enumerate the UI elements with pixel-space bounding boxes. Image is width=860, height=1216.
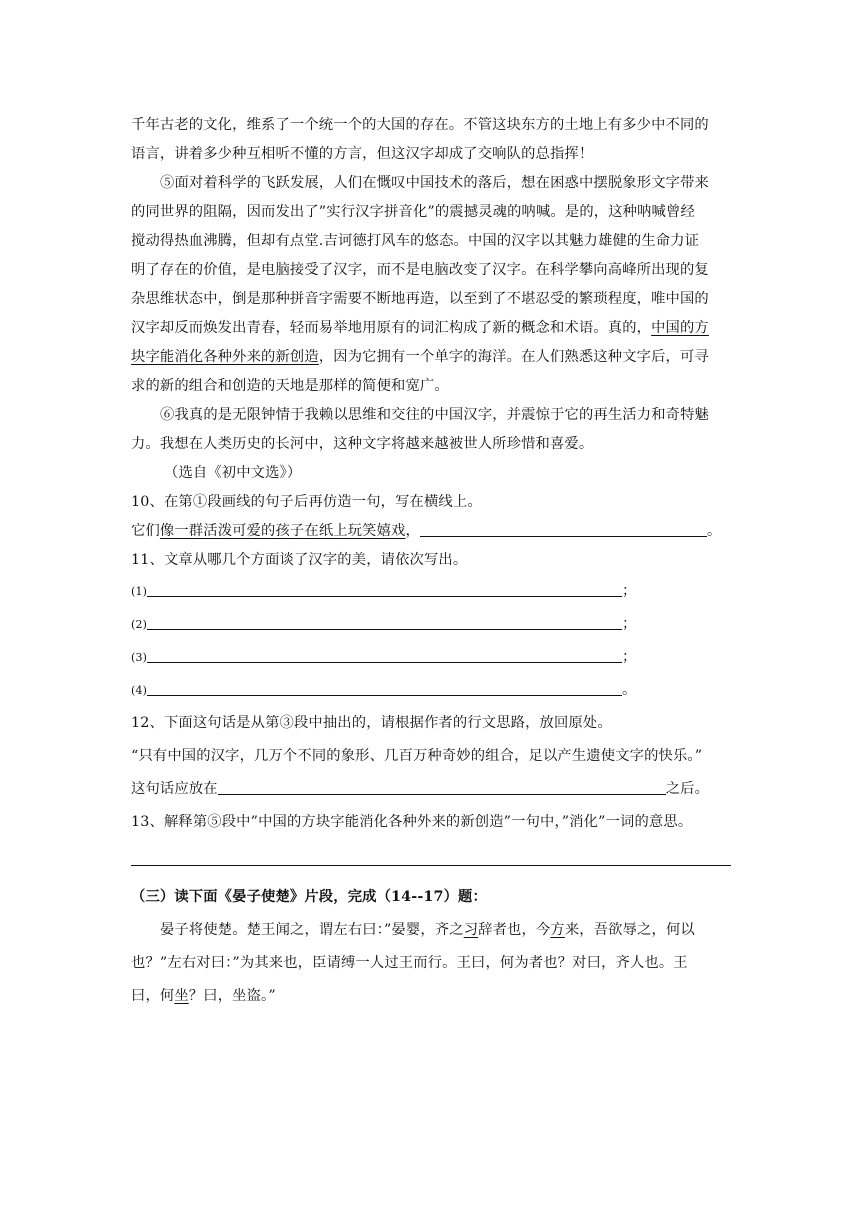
text-line: 明了存在的价值，是电脑接受了汉字，而不是电脑改变了汉字。在科学攀向高峰所出现的复 [131,262,709,278]
text-line: 的同世界的阻隔，因而发出了”实行汉字拼音化”的震撼灵魂的呐喊。是的，这种呐喊曾经 [131,204,695,220]
text-line [131,343,731,372]
text-span: ， [405,523,420,539]
text-span: 。 [622,682,637,698]
text-span: ； [622,616,637,632]
text-line: 力。我想在人类历史的长河中，这种文字将越来越被世人所珍惜和喜爱。 [131,436,594,452]
answer-line [131,641,731,674]
underlined-word: 习 [463,922,479,938]
text-line: 求的新的组合和创造的天地是那样的简便和宽广。 [131,378,449,394]
text-line: 杂思维状态中，倒是那种拼音字需要不断地再造，以至到了不堪忍受的繁琐程度，唯中国的 [131,291,709,307]
answer-blank[interactable] [218,779,666,795]
text-line: 千年古老的文化，维系了一个统一个的大国的存在。不管这块东方的土地上有多少中不同的 [131,117,709,133]
text-line: ⑥我真的是无限钟情于我赖以思维和交往的中国汉字，并震惊于它的再生活力和奇特魅 [160,407,709,423]
answer-line [131,608,731,641]
answer-line [131,674,731,707]
text-line: ⑤面对着科学的飞跃发展，人们在慨叹中国技术的落后，想在困惑中摆脱象形文字带来 [160,175,709,191]
item-number: (3) [131,651,148,664]
question-text: 10、在第①段画线的句子后再仿造一句，写在横线上。 [131,494,482,510]
question-text: 13、解释第⑤段中”中国的方块字能消化各种外来的新创造”一句中，”消化”一词的意思。 [131,814,693,830]
question-10 [131,488,731,546]
question-text: 11、文章从哪几个方面谈了汉字的美，请依次写出。 [131,552,468,568]
text-span: ，因为它拥有一个单字的海洋。在人们熟悉这种文字后，可寻 [318,349,709,365]
text-span: ？曰，坐盗。” [188,988,276,1004]
section-3 [131,881,731,1013]
text-span: 曰，何 [131,988,175,1004]
text-line [131,314,731,343]
paragraph-6 [131,401,731,459]
text-line: 搅动得热血沸腾，但却有点堂.吉诃德打风车的悠态。中国的汉字以其魅力雄健的生命力证 [131,233,700,249]
text-span: ； [622,649,637,665]
document-body [131,111,731,1013]
answer-blank[interactable] [147,680,622,696]
quoted-sentence: “只有中国的汉字，几万个不同的象形、几百万种奇妙的组合，足以产生遗使文字的快乐。” [131,748,703,764]
underlined-word: 坐 [174,988,189,1004]
text-line [131,980,731,1013]
paragraph-4-continued [131,111,731,169]
text-line [131,914,731,947]
answer-line [131,575,731,608]
question-13 [131,806,731,866]
underlined-sentence: 像一群活泼可爱的孩子在纸上玩笑嬉戏 [159,523,406,539]
text-span: 汉字却反而焕发出青春，轻而易举地用原有的词汇构成了新的概念和术语。真的， [131,320,652,336]
question-11 [131,546,731,707]
text-span: 晏子将使楚。楚王闻之，谓左右曰：”晏婴，齐之 [160,922,464,938]
underlined-sentence: 中国的方 [651,320,709,336]
paragraph-5 [131,169,731,401]
item-number: (2) [131,618,148,631]
question-text: 12、下面这句话是从第③段中抽出的，请根据作者的行文思路，放回原处。 [131,715,612,731]
answer-blank[interactable] [147,647,622,663]
text-span: ； [622,583,637,599]
answer-blank[interactable] [147,581,622,597]
answer-line [131,517,731,546]
text-line: 语言，讲着多少种互相听不懂的方言，但这汉字却成了交响队的总指挥！ [131,146,594,162]
item-number: (4) [131,684,148,697]
answer-line [131,773,731,806]
text-span: 它们 [131,523,160,539]
text-span: 这句话应放在 [131,781,218,797]
section-heading: （三）读下面《晏子使楚》片段，完成（14--17）题： [131,889,487,905]
answer-blank[interactable] [147,614,622,630]
text-span: 来，吾欲辱之，何以 [564,922,695,938]
text-line: 也？”左右对曰：”为其来也，臣请缚一人过王而行。王曰，何为者也？对曰，齐人也。王 [131,955,688,971]
text-span: 之后。 [665,781,710,797]
item-number: (1) [131,585,148,598]
question-12 [131,707,731,806]
underlined-sentence: 块字能消化各种外来的新创造 [131,349,319,365]
underlined-word: 方 [550,922,565,938]
text-span: 。 [706,523,722,539]
answer-blank[interactable] [420,521,707,537]
source-citation: （选自《初中文选》） [164,465,302,481]
text-span: 辞者也，今 [478,922,551,938]
